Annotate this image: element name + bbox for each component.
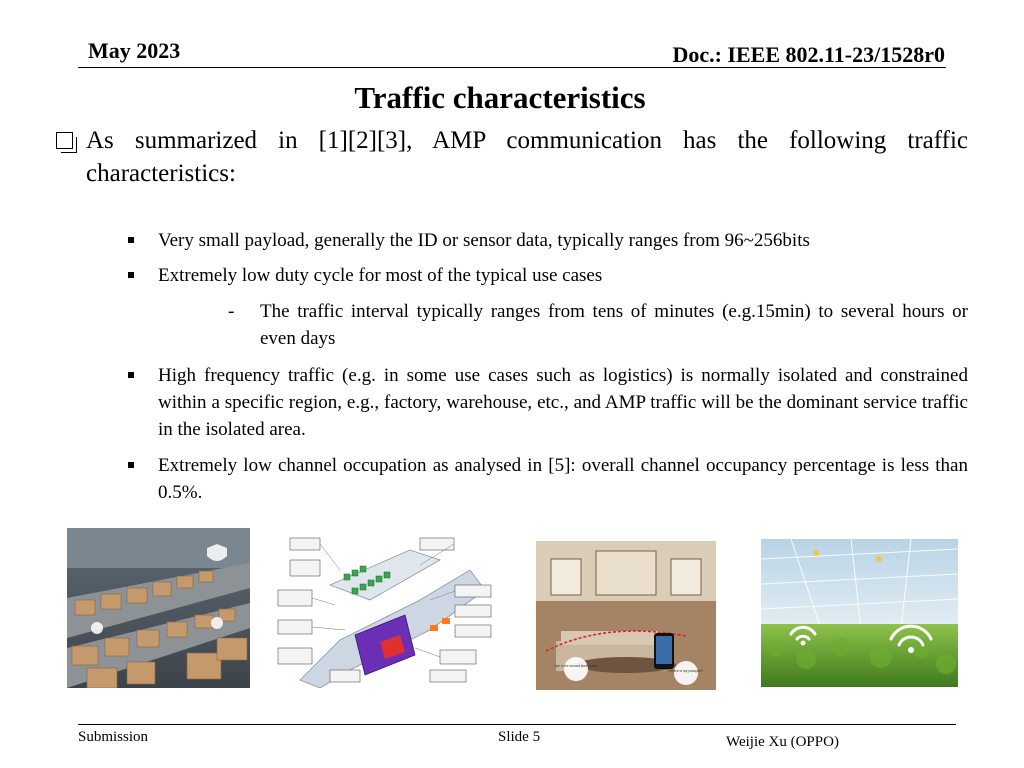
lead-text: As summarized in [1][2][3], AMP communication has the following traffic characteristics: bbox=[86, 127, 968, 187]
bullet-item bbox=[128, 452, 968, 506]
bullet-text: High frequency traffic (e.g. in some use cases such as logistics) is normally isolated and constrained within a specific region, e.g., factory, warehouse, etc., and AMP traffic will be the dominant service traffic in the isolated area. bbox=[158, 365, 968, 440]
footer-submission: Submission bbox=[78, 729, 149, 745]
header-divider bbox=[78, 67, 946, 68]
header-doc-id: Doc.: IEEE 802.11-23/1528r0 bbox=[672, 42, 945, 67]
square-bullet-icon bbox=[128, 272, 134, 278]
greenhouse-image bbox=[761, 539, 958, 687]
square-bullet-icon bbox=[128, 372, 134, 378]
dash-marker: - bbox=[228, 301, 235, 322]
svg-text:Where is my passport? bbox=[669, 669, 704, 673]
bullet-text: Very small payload, generally the ID or sensor data, typically ranges from 96~256bits bbox=[158, 230, 810, 251]
speech-bubble-right: Where is my passport? bbox=[668, 669, 704, 673]
svg-text:I am in the second shelf drawe bbox=[554, 664, 599, 668]
footer-slide-number: Slide 5 bbox=[498, 729, 541, 745]
bullet-text: Extremely low duty cycle for most of the typical use cases bbox=[158, 265, 603, 286]
bullet-item bbox=[128, 362, 968, 443]
footer-author: Weijie Xu (OPPO) bbox=[726, 734, 839, 750]
smart-home-image bbox=[536, 541, 716, 690]
square-bullet-icon bbox=[128, 462, 134, 468]
bullet-item bbox=[128, 227, 968, 254]
lead-paragraph bbox=[56, 124, 968, 190]
slide-title: Traffic characteristics bbox=[354, 80, 646, 115]
sub-bullet-item bbox=[228, 298, 968, 352]
checkbox-bullet-icon bbox=[56, 132, 73, 149]
bullet-item bbox=[128, 262, 968, 289]
square-bullet-icon bbox=[128, 237, 134, 243]
speech-bubble-left: I am in the second shelf drawer bbox=[553, 664, 599, 668]
bullet-text: Extremely low channel occupation as analysed in [5]: overall channel occupancy percentage is less than 0.5%. bbox=[158, 455, 968, 503]
warehouse-conveyor-image bbox=[67, 528, 250, 688]
factory-layout-diagram bbox=[270, 530, 499, 688]
sub-bullet-text: The traffic interval typically ranges from tens of minutes (e.g.15min) to several hours or even days bbox=[260, 301, 968, 349]
header-date: May 2023 bbox=[88, 38, 181, 63]
footer-divider bbox=[78, 724, 956, 725]
